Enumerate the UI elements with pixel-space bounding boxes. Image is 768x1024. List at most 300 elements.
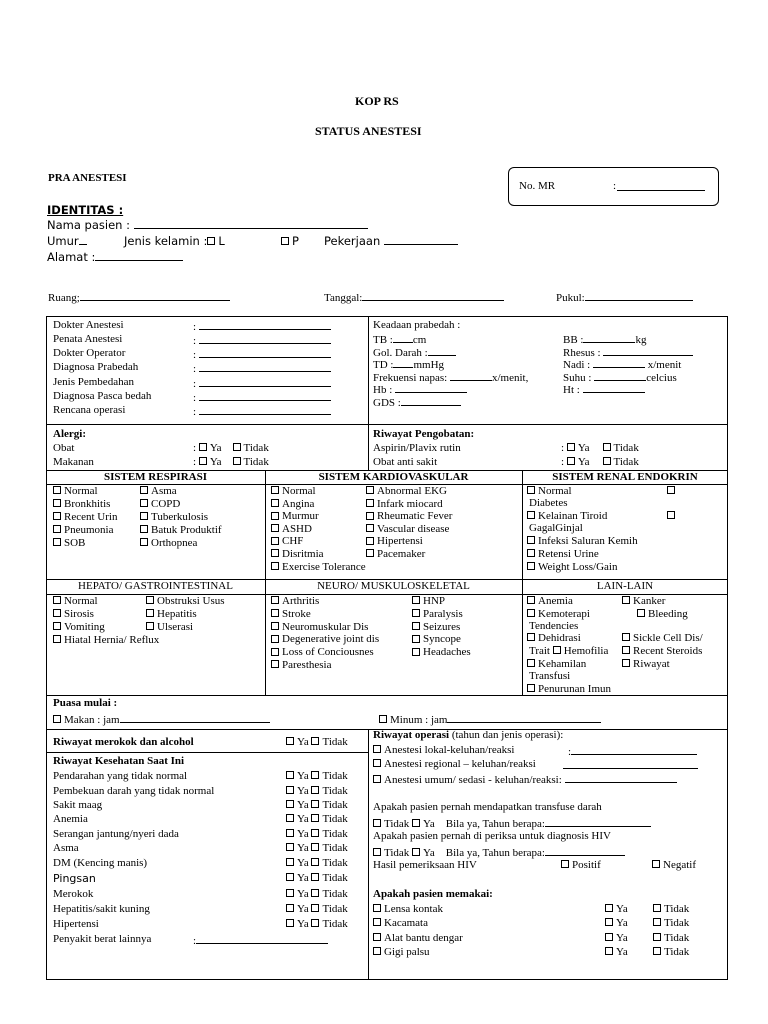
list-item: [53, 537, 85, 549]
tidak-label: Tidak: [613, 456, 639, 468]
kesehatan-tidak-checkbox[interactable]: [311, 889, 319, 897]
kardio-infark-miocard-checkbox[interactable]: [366, 499, 374, 507]
lain-sickle-label: Sickle Cell Dis/: [633, 632, 703, 644]
neuro-paresthesia-checkbox[interactable]: [271, 660, 279, 668]
puasa-minum-row: [379, 712, 601, 726]
memakai-item: [373, 932, 463, 944]
kesehatan-options: [286, 828, 348, 840]
list-item: [146, 621, 193, 633]
staff-row: [53, 333, 122, 345]
neuro-loss-of-conciousnes-label: Loss of Conciousnes: [282, 646, 374, 659]
resp-recent-urin-checkbox[interactable]: [53, 512, 61, 520]
hiv-negatif-checkbox[interactable]: [652, 860, 660, 868]
kardio-exercise-tolerance-checkbox[interactable]: [271, 562, 279, 570]
puasa-makan-label: Makan : jam: [64, 714, 120, 726]
gol-darah-label: Gol. Darah :: [373, 347, 428, 359]
hepato-hepatitis-checkbox[interactable]: [146, 609, 154, 617]
staff-field-row: :: [193, 347, 331, 361]
memakai-tidak: [653, 946, 689, 958]
tidak-label: Tidak: [322, 785, 348, 797]
alergi-obat-tidak-checkbox[interactable]: [233, 443, 241, 451]
ya-label: Ya: [423, 847, 435, 859]
neuro-hnp-checkbox[interactable]: [412, 596, 420, 604]
kardio-angina-label: Angina: [282, 497, 315, 510]
ruang-field[interactable]: [80, 290, 230, 301]
merokok-ya-checkbox[interactable]: [286, 737, 294, 745]
header-lain: LAIN-LAIN: [596, 580, 654, 592]
kop-rs: KOP RS: [355, 94, 399, 108]
renal-tiroid-label: Kelainan Tiroid: [538, 510, 608, 522]
hiv-tidak-checkbox[interactable]: [373, 848, 381, 856]
lain-riwayat-label: Riwayat: [633, 658, 670, 670]
resp-asma-checkbox[interactable]: [140, 486, 148, 494]
lain-bleeding-checkbox[interactable]: [637, 609, 645, 617]
bb-label: BB :: [563, 334, 584, 346]
resp-sob-label: SOB: [64, 537, 86, 549]
neuro-degenerative-joint-dis-checkbox[interactable]: [271, 635, 279, 643]
ya-label: Ya: [577, 456, 590, 468]
resp-pneumonia-checkbox[interactable]: [53, 525, 61, 533]
kesehatan-tidak-checkbox[interactable]: [311, 814, 319, 822]
list-item: [412, 621, 460, 633]
umur-row: [47, 234, 87, 248]
jk-l-checkbox[interactable]: [207, 237, 215, 245]
staff-field-row: :: [193, 333, 331, 347]
nama-label: Nama pasien :: [47, 218, 130, 232]
memakai-ya-checkbox[interactable]: [605, 933, 613, 941]
pukul-label: Pukul:: [556, 292, 585, 304]
list-item: [412, 633, 461, 645]
memakai-tidak-checkbox[interactable]: [653, 904, 661, 912]
neuro-paralysis-checkbox[interactable]: [412, 609, 420, 617]
ht-field[interactable]: [583, 382, 645, 393]
renal-retensi-label: Retensi Urine: [538, 548, 599, 560]
neuro-degenerative-joint-dis-label: Degenerative joint dis: [282, 633, 380, 646]
list-item: [271, 510, 319, 522]
memakai-tidak-checkbox[interactable]: [653, 933, 661, 941]
list-item: [271, 595, 319, 607]
riwayat-operasi-sub: (tahun dan jenis operasi):: [451, 729, 564, 741]
lain-imun-label: Penurunan Imun: [538, 683, 612, 695]
kardio-vascular-disease-label: Vascular disease: [377, 522, 450, 535]
kardio-abnormal-ekg-checkbox[interactable]: [366, 486, 374, 494]
keadaan-title: Keadaan prabedah :: [373, 319, 461, 331]
nadi-field[interactable]: [593, 357, 645, 368]
aspirin-ya-checkbox[interactable]: [567, 443, 575, 451]
rhesus-label: Rhesus :: [563, 347, 601, 359]
antisakit-ya-checkbox[interactable]: [567, 457, 575, 465]
memakai-tidak: [653, 903, 689, 915]
lain-kanker-checkbox[interactable]: [622, 596, 630, 604]
memakai-ya-checkbox[interactable]: [605, 918, 613, 926]
identitas-heading: IDENTITAS :: [47, 203, 124, 217]
kesehatan-tidak-checkbox[interactable]: [311, 873, 319, 881]
td-field[interactable]: [393, 357, 413, 368]
transfusi-question: Apakah pasien pernah mendapatkan transfuse darah: [373, 801, 602, 813]
kardio-angina-checkbox[interactable]: [271, 499, 279, 507]
renal-weight-checkbox[interactable]: [527, 562, 535, 570]
pekerjaan-field[interactable]: [384, 234, 458, 245]
kardio-pacemaker-checkbox[interactable]: [366, 549, 374, 557]
neuro-paralysis-label: Paralysis: [423, 607, 463, 620]
tidak-label: Tidak: [322, 799, 348, 811]
kesehatan-options: [286, 785, 348, 797]
merokok-tidak-checkbox[interactable]: [311, 737, 319, 745]
kardio-infark-miocard-label: Infark miocard: [377, 497, 443, 510]
kesehatan-options: [286, 813, 348, 825]
kesehatan-tidak-checkbox[interactable]: [311, 771, 319, 779]
kardio-rheumatic-fever-label: Rheumatic Fever: [377, 510, 453, 523]
kesehatan-ya-checkbox[interactable]: [286, 771, 294, 779]
lainnya-label: Penyakit berat lainnya: [53, 933, 152, 945]
bb-row: [563, 332, 646, 346]
nadi-row: [563, 357, 681, 371]
staff-label: Penata Anestesi: [53, 333, 123, 345]
list-item: [412, 646, 471, 658]
kesehatan-tidak-checkbox[interactable]: [311, 829, 319, 837]
lain-imun-checkbox[interactable]: [527, 684, 535, 692]
list-item: [53, 621, 105, 633]
gol-darah-field[interactable]: [428, 345, 456, 356]
resp-sob-checkbox[interactable]: [53, 538, 61, 546]
memakai-ya: [605, 946, 628, 958]
alamat-field[interactable]: [95, 250, 183, 261]
lain-trait-label: Trait: [529, 645, 550, 657]
lain-anemia-label: Anemia: [538, 595, 573, 607]
memakai-kacamata-checkbox[interactable]: [373, 918, 381, 926]
memakai-tidak: [653, 932, 689, 944]
nadi-label: Nadi :: [563, 359, 591, 371]
resp-bronkhitis-label: Bronkhitis: [64, 498, 111, 510]
resp-orthopnea-checkbox[interactable]: [140, 538, 148, 546]
kardio-murmur-checkbox[interactable]: [271, 512, 279, 520]
hepato-sirosis-checkbox[interactable]: [53, 609, 61, 617]
staff-field-row: :: [193, 404, 331, 418]
merokok-options: [286, 736, 348, 748]
list-item: [412, 595, 445, 607]
ya-label: Ya: [616, 946, 628, 958]
memakai-gigi-palsu-label: Gigi palsu: [384, 946, 430, 958]
hiv-tahun-field[interactable]: [545, 845, 625, 856]
kesehatan-options: [286, 903, 348, 915]
transfusi-tidak-checkbox[interactable]: [373, 819, 381, 827]
ya-label: Ya: [616, 903, 628, 915]
staff-row: [53, 319, 124, 331]
lain-bleeding-label: Bleeding: [648, 608, 688, 620]
op-lokal-checkbox[interactable]: [373, 745, 381, 753]
kardio-ashd-checkbox[interactable]: [271, 524, 279, 532]
hepato-hiatal-hernia-reflux-checkbox[interactable]: [53, 635, 61, 643]
memakai-ya-checkbox[interactable]: [605, 904, 613, 912]
hepato-hepatitis-label: Hepatitis: [157, 608, 197, 620]
puasa-minum-field[interactable]: [447, 712, 601, 723]
neuro-arthritis-checkbox[interactable]: [271, 596, 279, 604]
transfusi-tahun-field[interactable]: [545, 816, 651, 827]
staff-field[interactable]: [199, 390, 331, 401]
puasa-minum-label: Minum : jam: [390, 714, 448, 726]
puasa-makan-row: [53, 712, 270, 726]
neuro-seizures-label: Seizures: [423, 620, 461, 633]
hiv-negatif-label: Negatif: [663, 859, 696, 871]
tidak-label: Tidak: [322, 736, 348, 748]
staff-label: Diagnosa Prabedah: [53, 361, 139, 373]
neuro-neuromuskular-dis-checkbox[interactable]: [271, 622, 279, 630]
kesehatan-ya-checkbox[interactable]: [286, 814, 294, 822]
lain-kemoterapi-checkbox[interactable]: [527, 609, 535, 617]
bb-field[interactable]: [583, 332, 635, 343]
resp-normal-checkbox[interactable]: [53, 486, 61, 494]
alergi-makanan-tidak-checkbox[interactable]: [233, 457, 241, 465]
kardio-vascular-disease-checkbox[interactable]: [366, 524, 374, 532]
staff-field[interactable]: [199, 361, 331, 372]
alergi-makanan-options: [193, 456, 269, 468]
list-item: [271, 621, 368, 633]
lain-hemofilia-checkbox[interactable]: [553, 646, 561, 654]
neuro-loss-of-conciousnes-checkbox[interactable]: [271, 648, 279, 656]
list-item: [53, 511, 117, 523]
kardio-rheumatic-fever-checkbox[interactable]: [366, 512, 374, 520]
kesehatan-tidak-checkbox[interactable]: [311, 843, 319, 851]
lain-kemoterapi-label: Kemoterapi: [538, 608, 590, 620]
alergi-makanan-ya-checkbox[interactable]: [199, 457, 207, 465]
hb-label: Hb :: [373, 384, 393, 396]
op-lokal-field[interactable]: [571, 744, 697, 755]
kardio-hipertensi-checkbox[interactable]: [366, 537, 374, 545]
neuro-stroke-checkbox[interactable]: [271, 609, 279, 617]
staff-field[interactable]: [199, 347, 331, 358]
op-umum-field[interactable]: [565, 772, 677, 783]
alergi-obat-ya-checkbox[interactable]: [199, 443, 207, 451]
lain-tendencies-label: Tendencies: [529, 620, 579, 632]
pekerjaan-row: [324, 234, 458, 248]
list-item: [271, 548, 324, 560]
kesehatan-tidak-checkbox[interactable]: [311, 919, 319, 927]
hepato-vomiting-checkbox[interactable]: [53, 622, 61, 630]
kesehatan-options: [286, 888, 348, 900]
rhesus-field[interactable]: [603, 345, 693, 356]
memakai-gigi-palsu-checkbox[interactable]: [373, 947, 381, 955]
lain-anemia-checkbox[interactable]: [527, 596, 535, 604]
renal-isk-checkbox[interactable]: [527, 536, 535, 544]
list-item: [271, 608, 311, 620]
memakai-ya-checkbox[interactable]: [605, 947, 613, 955]
rr-field[interactable]: [450, 370, 492, 381]
puasa-makan-checkbox[interactable]: [53, 715, 61, 723]
kesehatan-ya-checkbox[interactable]: [286, 889, 294, 897]
umur-field[interactable]: [79, 234, 87, 245]
memakai-ya: [605, 932, 628, 944]
kardio-chf-checkbox[interactable]: [271, 537, 279, 545]
kesehatan-ya-checkbox[interactable]: [286, 858, 294, 866]
hepato-hiatal-hernia-reflux-label: Hiatal Hernia/ Reflux: [64, 634, 160, 646]
kesehatan-ya-checkbox[interactable]: [286, 786, 294, 794]
resp-orthopnea-label: Orthopnea: [151, 537, 198, 549]
neuro-headaches-checkbox[interactable]: [412, 648, 420, 656]
transfusi-options: [373, 816, 651, 830]
renal-normal-checkbox[interactable]: [527, 486, 535, 494]
op-umum-checkbox[interactable]: [373, 775, 381, 783]
bb-unit: kg: [635, 334, 647, 346]
staff-field[interactable]: [199, 404, 331, 415]
list-item: [271, 561, 366, 573]
resp-tuberkulosis-label: Tuberkulosis: [151, 511, 209, 523]
transfusi-ya-checkbox[interactable]: [412, 819, 420, 827]
kardio-murmur-label: Murmur: [282, 510, 319, 523]
kesehatan-dm-kencing-manis-label: DM (Kencing manis): [53, 857, 148, 869]
hb-field[interactable]: [395, 382, 467, 393]
riwayat-pengobatan-title: Riwayat Pengobatan:: [373, 428, 475, 440]
nadi-unit: x/menit: [647, 359, 682, 371]
no-mr-field[interactable]: [617, 180, 705, 191]
kardio-disritmia-checkbox[interactable]: [271, 549, 279, 557]
kesehatan-ya-checkbox[interactable]: [286, 919, 294, 927]
antisakit-options: [561, 456, 639, 468]
memakai-lensa-kontak-label: Lensa kontak: [384, 903, 443, 915]
no-mr-label: No. MR: [519, 180, 556, 192]
antisakit-label: Obat anti sakit: [373, 456, 438, 468]
kesehatan-ya-checkbox[interactable]: [286, 829, 294, 837]
tanggal-label: Tanggal:: [324, 292, 363, 304]
kardio-hipertensi-label: Hipertensi: [377, 535, 423, 548]
neuro-syncope-label: Syncope: [423, 633, 461, 646]
renal-diabetes-checkbox[interactable]: [667, 486, 675, 494]
hepato-normal-checkbox[interactable]: [53, 596, 61, 604]
renal-retensi-checkbox[interactable]: [527, 549, 535, 557]
neuro-seizures-checkbox[interactable]: [412, 622, 420, 630]
resp-tuberkulosis-checkbox[interactable]: [140, 512, 148, 520]
nama-field[interactable]: [134, 218, 368, 229]
td-label: TD :: [373, 359, 394, 371]
riwayat-operasi-title: Riwayat operasi: [373, 729, 450, 741]
kardio-normal-checkbox[interactable]: [271, 486, 279, 494]
tidak-label: Tidak: [322, 918, 348, 930]
hepato-obstruksi-usus-checkbox[interactable]: [146, 596, 154, 604]
jenis-kelamin-label: Jenis kelamin :: [124, 234, 208, 248]
kesehatan-hepatitis-sakit-kuning-label: Hepatitis/sakit kuning: [53, 903, 150, 915]
kesehatan-tidak-checkbox[interactable]: [311, 800, 319, 808]
tidak-label: Tidak: [664, 903, 690, 915]
memakai-lensa-kontak-checkbox[interactable]: [373, 904, 381, 912]
aspirin-label: Aspirin/Plavix rutin: [373, 442, 461, 454]
tanggal-field[interactable]: [362, 290, 504, 301]
memakai-tidak-checkbox[interactable]: [653, 947, 661, 955]
renal-normal-label: Normal: [538, 485, 572, 497]
list-item: [271, 535, 303, 547]
hiv-question: Apakah pasien pernah di periksa untuk diagnosis HIV: [373, 830, 611, 842]
op-regional-field[interactable]: [563, 758, 698, 769]
memakai-item: [373, 903, 443, 915]
sep: :: [193, 456, 197, 468]
neuro-paresthesia-label: Paresthesia: [282, 659, 332, 671]
hiv-ya-checkbox[interactable]: [412, 848, 420, 856]
memakai-kacamata-label: Kacamata: [384, 917, 428, 929]
aspirin-tidak-checkbox[interactable]: [603, 443, 611, 451]
kesehatan-serangan-jantung-nyeri-dada-label: Serangan jantung/nyeri dada: [53, 828, 179, 840]
lain-kehamilan-checkbox[interactable]: [527, 659, 535, 667]
kesehatan-tidak-checkbox[interactable]: [311, 904, 319, 912]
neuro-arthritis-label: Arthritis: [282, 595, 320, 607]
renal-gagal-checkbox[interactable]: [667, 511, 675, 519]
lain-sickle-checkbox[interactable]: [622, 633, 630, 641]
staff-field[interactable]: [199, 319, 331, 330]
op-regional-label: Anestesi regional – keluhan/reaksi: [384, 758, 536, 770]
lain-steroid-checkbox[interactable]: [622, 646, 630, 654]
tidak-label: Tidak: [664, 917, 690, 929]
gds-field[interactable]: [401, 395, 461, 406]
staff-field[interactable]: [199, 333, 331, 344]
list-item: [271, 523, 312, 535]
kesehatan-options: [286, 770, 348, 782]
kesehatan-tidak-checkbox[interactable]: [311, 786, 319, 794]
kesehatan-ya-checkbox[interactable]: [286, 800, 294, 808]
kesehatan-hipertensi-label: Hipertensi: [53, 918, 99, 930]
lain-transfusi-label: Transfusi: [529, 670, 571, 682]
kesehatan-ya-checkbox[interactable]: [286, 843, 294, 851]
tidak-label: Tidak: [384, 818, 410, 830]
staff-field[interactable]: [199, 376, 331, 387]
hiv-positif-checkbox[interactable]: [561, 860, 569, 868]
list-item: [140, 524, 222, 536]
resp-batuk-produktif-checkbox[interactable]: [140, 525, 148, 533]
kesehatan-ya-checkbox[interactable]: [286, 873, 294, 881]
kesehatan-tidak-checkbox[interactable]: [311, 858, 319, 866]
staff-label: Dokter Anestesi: [53, 319, 124, 331]
kesehatan-ya-checkbox[interactable]: [286, 904, 294, 912]
hepato-ulserasi-checkbox[interactable]: [146, 622, 154, 630]
kardio-disritmia-label: Disritmia: [282, 548, 324, 560]
ya-label: Ya: [297, 785, 309, 797]
lain-dehidrasi-checkbox[interactable]: [527, 633, 535, 641]
list-item: [366, 485, 447, 497]
puasa-makan-field[interactable]: [120, 712, 270, 723]
kardio-chf-label: CHF: [282, 535, 304, 548]
kardio-ashd-label: ASHD: [282, 522, 312, 535]
lain-riwayat-checkbox[interactable]: [622, 659, 630, 667]
suhu-field[interactable]: [594, 370, 646, 381]
tidak-label: Tidak: [322, 903, 348, 915]
lainnya-field[interactable]: [196, 933, 328, 944]
puasa-minum-checkbox[interactable]: [379, 715, 387, 723]
kesehatan-options: [286, 872, 348, 884]
tb-field[interactable]: [393, 332, 413, 343]
hepato-normal-label: Normal: [64, 595, 98, 607]
ya-label: Ya: [297, 857, 309, 869]
td-row: [373, 357, 444, 371]
ht-label: Ht :: [563, 384, 580, 396]
hiv-hasil-label: Hasil pemeriksaan HIV: [373, 859, 477, 871]
memakai-alat-bantu-dengar-checkbox[interactable]: [373, 933, 381, 941]
neuro-syncope-checkbox[interactable]: [412, 635, 420, 643]
resp-bronkhitis-checkbox[interactable]: [53, 499, 61, 507]
umur-label: Umur: [47, 234, 79, 248]
antisakit-tidak-checkbox[interactable]: [603, 457, 611, 465]
kesehatan-asma-label: Asma: [53, 842, 79, 854]
op-regional-checkbox[interactable]: [373, 759, 381, 767]
kesehatan-merokok-label: Merokok: [53, 888, 94, 900]
lain-kehamilan-label: Kehamilan: [538, 658, 587, 670]
jk-p-checkbox[interactable]: [281, 237, 289, 245]
kardio-normal-label: Normal: [282, 485, 316, 497]
renal-tiroid-checkbox[interactable]: [527, 511, 535, 519]
resp-copd-checkbox[interactable]: [140, 499, 148, 507]
staff-label: Dokter Operator: [53, 347, 126, 359]
pukul-field[interactable]: [585, 290, 693, 301]
ya-label: Ya: [297, 828, 309, 840]
neuro-stroke-label: Stroke: [282, 607, 311, 620]
transfusi-tahun-label: Bila ya, Tahun berapa:: [445, 818, 545, 830]
ya-label: Ya: [297, 888, 309, 900]
memakai-tidak-checkbox[interactable]: [653, 918, 661, 926]
